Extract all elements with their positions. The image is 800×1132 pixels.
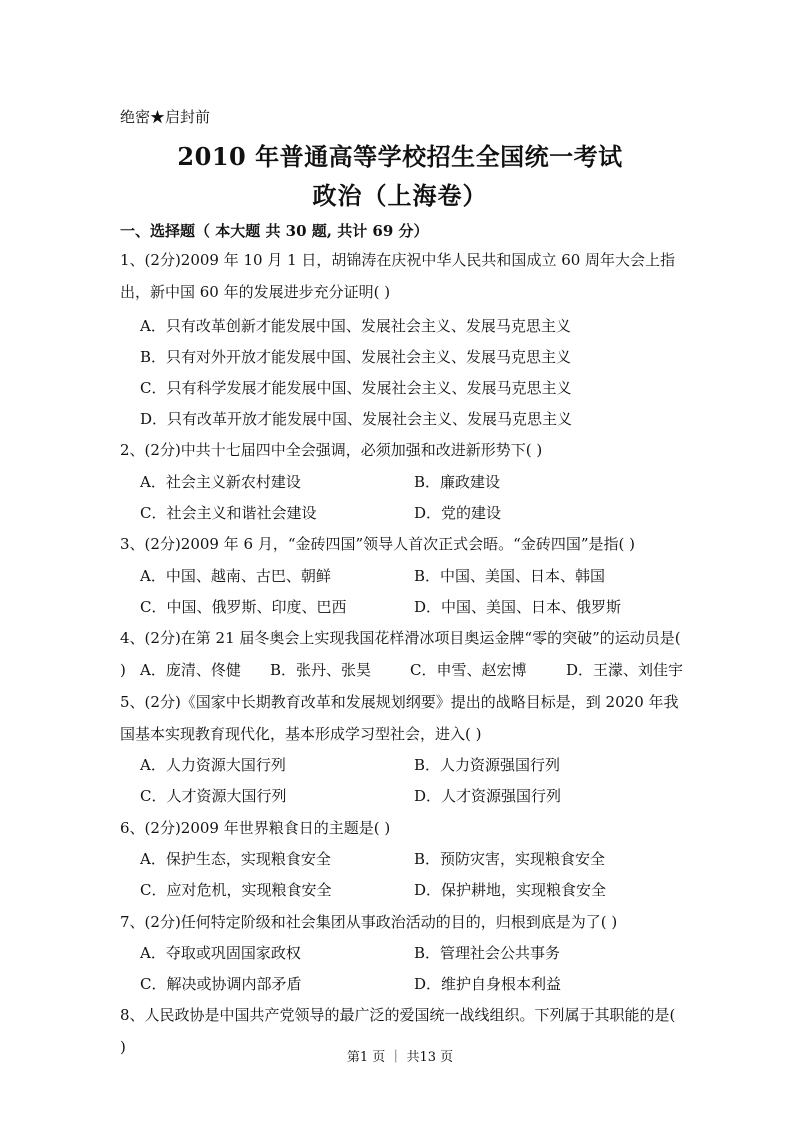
question-2: 2、(2分)中共十七届四中全会强调，必须加强和改进新形势下( ) (120, 441, 543, 459)
q3-option-d: D．中国、美国、日本、俄罗斯 (414, 598, 622, 616)
q4-option-c: C．申雪、赵宏博 (410, 661, 527, 679)
question-8: 8、人民政协是中国共产党领导的最广泛的爱国统一战线组织。下列属于其职能的是( ) (120, 1006, 676, 1056)
q6-option-d: D．保护耕地，实现粮食安全 (414, 881, 607, 899)
q1-option-b: B．只有对外开放才能发展中国、发展社会主义、发展马克思主义 (140, 348, 572, 366)
q3-option-c: C．中国、俄罗斯、印度、巴西 (140, 598, 347, 616)
question-3: 3、(2分)2009 年 6 月，“金砖四国”领导人首次正式会晤。“金砖四国”是指( ) (120, 535, 635, 553)
q6-option-a: A．保护生态，实现粮食安全 (140, 850, 331, 868)
q4-option-a: A．庞清、佟健 (140, 661, 241, 679)
exam-title: 2010 年普通高等学校招生全国统一考试 (177, 142, 623, 171)
q3-option-b: B．中国、美国、日本、韩国 (414, 567, 606, 585)
q6-option-b: B．预防灾害，实现粮食安全 (414, 850, 606, 868)
q5-option-d: D．人才资源强国行列 (414, 787, 562, 805)
q2-option-a: A．社会主义新农村建设 (140, 473, 301, 491)
q5-option-a: A．人力资源大国行列 (140, 756, 286, 774)
q2-option-b: B．廉政建设 (414, 473, 501, 491)
question-5: 5、(2分)《国家中长期教育改革和发展规划纲要》提出的战略目标是，到 2020 年我国基本实现教育现代化，基本形成学习型社会，进入( ) (120, 693, 679, 743)
q2-option-d: D．党的建设 (414, 504, 502, 522)
secret-mark: 绝密★启封前 (120, 108, 211, 126)
q1-option-a: A．只有改革创新才能发展中国、发展社会主义、发展马克思主义 (140, 317, 571, 335)
q3-option-a: A．中国、越南、古巴、朝鲜 (140, 567, 331, 585)
question-4: 4、(2分)在第 21 届冬奥会上实现我国花样滑冰项目奥运金牌“零的突破”的运动员是( ) (120, 629, 681, 679)
exam-subtitle: 政治（上海卷） (312, 181, 488, 210)
q7-option-c: C．解决或协调内部矛盾 (140, 975, 302, 993)
q1-option-d: D．只有改革开放才能发展中国、发展社会主义、发展马克思主义 (140, 410, 573, 428)
section-heading: 一、选择题（ 本大题 共 30 题, 共计 69 分） (120, 222, 429, 240)
question-6: 6、(2分)2009 年世界粮食日的主题是( ) (120, 819, 391, 837)
q5-option-b: B．人力资源强国行列 (414, 756, 561, 774)
q4-option-b: B．张丹、张昊 (270, 661, 372, 679)
q2-option-c: C．社会主义和谐社会建设 (140, 504, 317, 522)
q1-option-c: C．只有科学发展才能发展中国、发展社会主义、发展马克思主义 (140, 379, 572, 397)
q5-option-c: C．人才资源大国行列 (140, 787, 287, 805)
q7-option-b: B．管理社会公共事务 (414, 944, 561, 962)
q7-option-d: D．维护自身根本利益 (414, 975, 562, 993)
page-footer: 第1 页 ｜ 共13 页 (346, 1050, 454, 1065)
q6-option-c: C．应对危机，实现粮食安全 (140, 881, 332, 899)
question-1: 1、(2分)2009 年 10 月 1 日，胡锦涛在庆祝中华人民共和国成立 60 周年大会上指出，新中国 60 年的发展进步充分证明( ) (120, 251, 676, 301)
q4-option-d: D．王濛、刘佳宇 (566, 661, 684, 679)
question-7: 7、(2分)任何特定阶级和社会集团从事政治活动的目的，归根到底是为了( ) (120, 913, 618, 931)
q7-option-a: A．夺取或巩固国家政权 (140, 944, 301, 962)
